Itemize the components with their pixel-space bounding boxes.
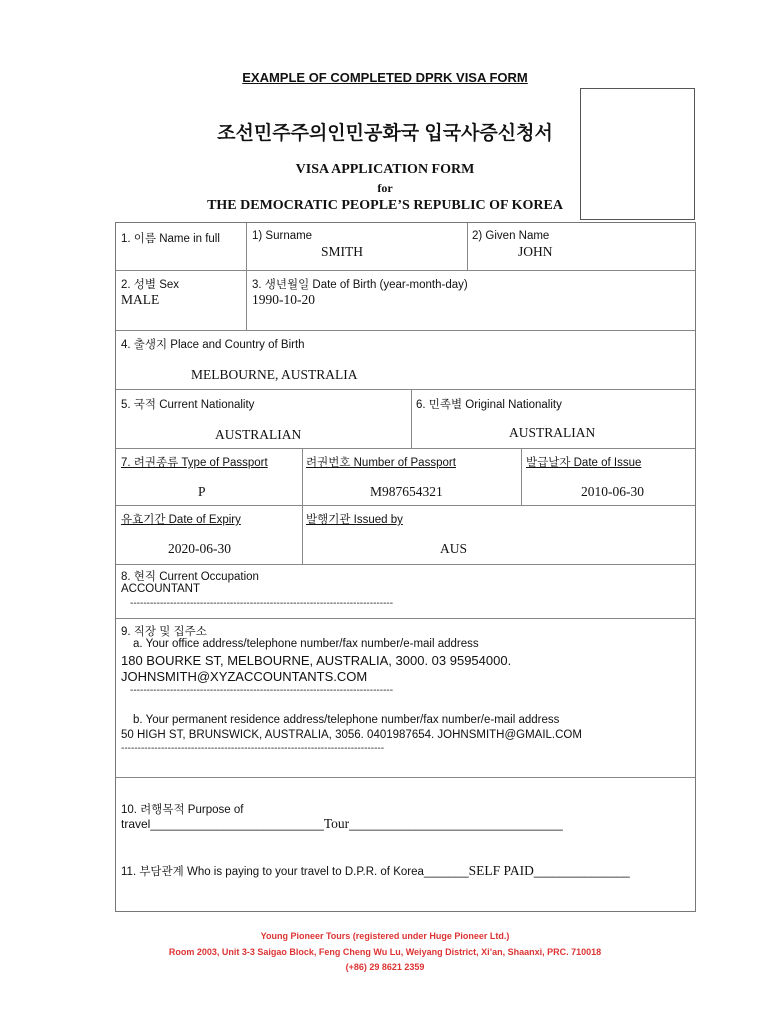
row-divider	[116, 389, 695, 390]
col-divider	[521, 448, 522, 505]
occupation-label: 8. 현직 Current Occupation	[121, 571, 259, 583]
col-divider	[302, 448, 303, 564]
korean-title: 조선민주주의인민공화국 입국사증신청서	[217, 123, 553, 144]
purpose-blank: __________________________	[150, 817, 324, 831]
passport-type-label: 7. 려권종류 Type of Passport	[121, 457, 268, 469]
footer-address: Room 2003, Unit 3-3 Saigao Block, Feng Cheng Wu Lu, Weiyang District, Xi’an, Shaanxi, PRC. 710018	[168, 947, 602, 957]
dash-line: -------------------------------------------------------------------------------	[130, 685, 394, 696]
col-divider	[411, 389, 412, 448]
payer-line	[121, 863, 630, 879]
purpose-label: 10. 려행목적 Purpose of	[121, 804, 244, 816]
dash-line: -------------------------------------------------------------------------------	[130, 598, 394, 609]
example-title: EXAMPLE OF COMPLETED DPRK VISA FORM	[242, 70, 528, 85]
purpose-value: Tour	[323, 816, 350, 831]
passport-number-label: 려권번호 Number of Passport	[306, 457, 456, 469]
name-label: 1. 이름 Name in full	[121, 233, 220, 245]
dash-line: -------------------------------------------------------------------------------	[121, 743, 385, 754]
row-divider	[116, 564, 695, 565]
expiry-label: 유효기간 Date of Expiry	[121, 514, 241, 526]
issued-by-label: 발행기관 Issued by	[306, 514, 403, 526]
address-label: 9. 직장 및 집주소	[121, 626, 207, 638]
form-title-line3: THE DEMOCRATIC PEOPLE’S REPUBLIC OF KOREA	[207, 198, 563, 213]
nationality-label: 5. 국적 Current Nationality	[121, 399, 255, 411]
row-divider	[116, 330, 695, 331]
office-email-value: JOHNSMITH@XYZACCOUNTANTS.COM	[121, 669, 368, 684]
dob-label: 3. 생년월일 Date of Birth (year-month-day)	[252, 279, 468, 291]
dob-value: 1990-10-20	[252, 292, 315, 307]
issue-date-value: 2010-06-30	[581, 484, 644, 499]
occupation-value: ACCOUNTANT	[121, 583, 201, 595]
payer-blank: _______________	[533, 866, 630, 878]
passport-number-value: M987654321	[370, 484, 443, 499]
payer-label: 11. 부담관계 Who is paying to your travel to D.P.R. of Korea	[121, 866, 424, 878]
photo-box	[580, 88, 695, 220]
office-address-value: 180 BOURKE ST, MELBOURNE, AUSTRALIA, 3000. 03 95954000.	[121, 653, 512, 668]
purpose-line	[121, 816, 563, 832]
row-divider	[116, 270, 695, 271]
purpose-prefix: travel	[121, 817, 151, 831]
expiry-value: 2020-06-30	[168, 541, 231, 556]
given-name-label: 2) Given Name	[472, 230, 550, 242]
home-address-value: 50 HIGH ST, BRUNSWICK, AUSTRALIA, 3056. 0401987654. JOHNSMITH@GMAIL.COM	[121, 729, 582, 741]
form-title-line2: for	[377, 181, 393, 195]
orig-nationality-label: 6. 민족별 Original Nationality	[416, 399, 562, 411]
footer-company: Young Pioneer Tours (registered under Huge Pioneer Ltd.)	[260, 931, 510, 941]
purpose-blank: ________________________________	[349, 817, 563, 831]
pob-value: MELBOURNE, AUSTRALIA	[191, 367, 358, 382]
surname-label: 1) Surname	[252, 230, 313, 242]
surname-value: SMITH	[321, 244, 364, 259]
issued-by-value: AUS	[440, 541, 468, 556]
sex-label: 2. 성별 Sex	[121, 279, 180, 291]
given-name-value: JOHN	[518, 244, 553, 259]
form-title-line1: VISA APPLICATION FORM	[295, 162, 475, 177]
col-divider	[246, 223, 247, 330]
issue-date-label: 발급날자 Date of Issue	[526, 457, 642, 469]
payer-blank: _______	[423, 866, 469, 878]
row-divider	[116, 448, 695, 449]
sex-value: MALE	[121, 292, 160, 307]
orig-nationality-value: AUSTRALIAN	[509, 425, 596, 440]
office-address-sublabel: a. Your office address/telephone number/fax number/e-mail address	[133, 638, 479, 650]
passport-type-value: P	[198, 484, 206, 499]
row-divider	[116, 505, 695, 506]
payer-value: SELF PAID	[468, 863, 534, 878]
row-divider	[116, 618, 695, 619]
home-address-sublabel: b. Your permanent residence address/telephone number/fax number/e-mail address	[133, 714, 560, 726]
col-divider	[467, 223, 468, 270]
nationality-value: AUSTRALIAN	[215, 427, 302, 442]
row-divider	[116, 777, 695, 778]
pob-label: 4. 출생지 Place and Country of Birth	[121, 339, 305, 351]
footer-phone: (+86) 29 8621 2359	[345, 962, 425, 972]
